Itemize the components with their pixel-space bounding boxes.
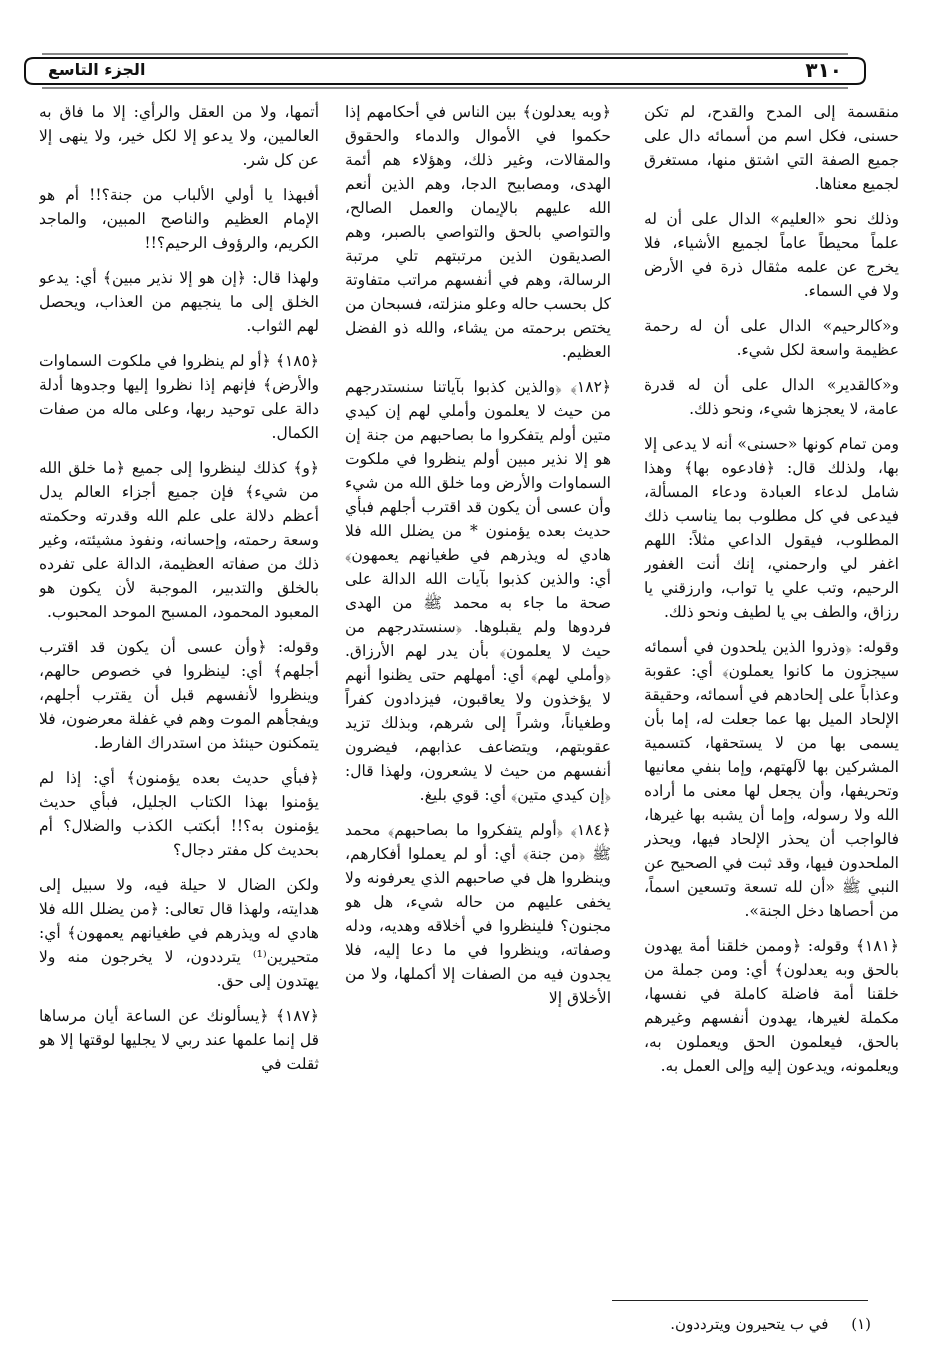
column-left	[39, 100, 319, 1295]
paragraph: ولكن الضال لا حيلة فيه، ولا سبيل إلى هدايته، ولهذا قال تعالى: ﴿من يضلل الله فلا هادي له ويذرهم في طغيانهم يعمهون﴾ أي: متحيرين⁽¹⁾ يترددون، لا يخرجون منه ولا يهتدون إلى حق.	[39, 876, 319, 990]
header-frame	[22, 52, 868, 92]
paragraph: أفبهذا يا أولي الألباب من جنة؟!! أم هو الإمام العظيم والناصح المبين، والماجد الكريم، والرؤوف الرحيم؟!!	[39, 186, 319, 252]
paragraph: ﴿١٨٥﴾ ﴿أو لم ينظروا في ملكوت السماوات والأرض﴾ فإنهم إذا نظروا إليها وجدوها أدلة دالة على توحيد ربها، وعلى ماله من صفات الكمال.	[39, 352, 319, 442]
footnote-number: (١)	[851, 1315, 871, 1333]
page-header	[22, 52, 868, 92]
page-number: ٣١٠	[805, 58, 842, 82]
paragraph: أتمها، ولا من العقل والرأي: إلا ما فاق به العالمين، ولا يدعو إلا لكل خير، ولا ينهى إلا عن كل شر.	[39, 103, 319, 169]
paragraph: وقوله: ﴿وأن عسى أن يكون قد اقترب أجلهم﴾ أي: لينظروا في خصوص حالهم، وينظروا لأنفسهم قبل أن يقترب أجلهم، ويفجأهم الموت وهم في غفلة معرضون، فلا يتمكنون حينئذ من استدراك الفارط.	[39, 638, 319, 752]
footnote-separator	[612, 1300, 868, 1301]
paragraph: ﴿١٨٤﴾ ﴿أولم يتفكروا ما بصاحبهم﴾ محمد ﷺ ﴿من جنة﴾ أي: أو لم يعملوا أفكارهم، وينظروا هل في صاحبهم الذي يعرفونه ولا يخفى عليهم من حاله شيء، هل هو مجنون؟ فلينظروا في أخلاقه وهديه، ودله وصفاته، وينظروا في ما دعا إليه، فلا يجدون فيه من الصفات إلا أكملها، ولا من الأخلاق إلا	[345, 821, 611, 1007]
paragraph: ﴿١٨١﴾ وقوله: ﴿وممن خلقنا أمة يهدون بالحق وبه يعدلون﴾ أي: ومن جملة من خلقنا أمة فاضلة كاملة في نفسها، مكملة لغيرها، يهدون أنفسهم وغيرهم بالحق، فيعلمون الحق ويعملون به، ويعلمونه، ويدعون إليه وإلى العمل به.	[644, 937, 899, 1075]
paragraph: ﴿و﴾ كذلك لينظروا إلى جميع ﴿ما خلق الله من شيء﴾ فإن جميع أجزاء العالم يدل أعظم دلالة على علم الله وقدرته وحكمته وسعة رحمته، وإحسانه، ونفوذ مشيئته، وغير ذلك من صفاته العظيمة، الدالة على تفرده بالخلق والتدبير، الموجبة لأن يكون هو المعبود المحمود، المسبح الموحد المحبوب.	[39, 459, 319, 621]
paragraph: و«كالقدير» الدال على أن له قدرة عامة، لا يعجزها شيء، ونحو ذلك.	[644, 376, 899, 418]
column-middle	[345, 100, 611, 1295]
paragraph: ﴿فبأي حديث بعده يؤمنون﴾ أي: إذا لم يؤمنوا بهذا الكتاب الجليل، فبأي حديث يؤمنون به؟!! أبكتب الكذب والضلال؟ أم بحديث كل مفتر دجال؟	[39, 769, 319, 859]
paragraph: و«كالرحيم» الدال على أن له رحمة عظيمة واسعة لكل شيء.	[644, 317, 899, 359]
part-title: الجزء التاسع	[48, 60, 146, 79]
footnote-text: في ب يتحيرون ويترددون.	[670, 1315, 829, 1333]
column-right	[644, 100, 899, 1265]
paragraph: ومن تمام كونها «حسنى» أنه لا يدعى إلا بها، ولذلك قال: ﴿فادعوه بها﴾ وهذا شامل لدعاء العبادة ودعاء المسألة، فيدعى في كل مطلوب بما يناسب ذلك المطلوب، فيقول الداعي مثلاً: اللهم اغفر لي وارحمني، إنك أنت الغفور الرحيم، وتب علي يا تواب، وارزقني يا رزاق، والطف بي يا لطيف ونحو ذلك.	[644, 435, 899, 621]
paragraph: ﴿١٨٧﴾ ﴿يسألونك عن الساعة أيان مرساها قل إنما علمها عند ربي لا يجليها لوقتها إلا هو ثقلت في	[39, 1007, 319, 1073]
paragraph: ﴿وبه يعدلون﴾ بين الناس في أحكامهم إذا حكموا في الأموال والدماء والحقوق والمقالات، وغير ذلك، وهؤلاء هم أئمة الهدى، ومصابيح الدجا، وهم الذين أنعم الله عليهم بالإيمان والعمل الصالح، والتواصي بالحق والتواصي بالصبر، وهم الصديقون الذين مرتبتهم تلي مرتبة الرسالة، وهم في أنفسهم مراتب متفاوتة كل بحسب حاله وعلو منزلته، فسبحان من يختص برحمته من يشاء، والله ذو الفضل العظيم.	[345, 103, 611, 361]
paragraph: وذلك نحو «العليم» الدال على أن له علماً محيطاً عاماً لجميع الأشياء، فلا يخرج عن علمه مثقال ذرة في الأرض ولا في السماء.	[644, 210, 899, 300]
paragraph: وقوله: ﴿وذروا الذين يلحدون في أسمائه سيجزون ما كانوا يعملون﴾ أي: عقوبة وعذاباً على إلحادهم في أسمائه، وحقيقة الإلحاد الميل بها عما جعلت له، إما بأن يسمى بها من لا يستحقها، كتسمية المشركين بها لآلهتهم، وإما بنفي معانيها وتحريفها، وأن يجعل لها معنى ما أراده الله ولا رسوله، وإما أن يشبه بها غيرها، فالواجب أن يحذر الإلحاد فيها، ويحذر الملحدون فيها، وقد ثبت في الصحيح عن النبي ﷺ «أن لله تسعة وتسعين اسماً، من أحصاها دخل الجنة».	[644, 638, 899, 920]
paragraph: ولهذا قال: ﴿إن هو إلا نذير مبين﴾ أي: يدعو الخلق إلى ما ينجيهم من العذاب، ويحصل لهم الثواب.	[39, 269, 319, 335]
paragraph: منقسمة إلى المدح والقدح، لم تكن حسنى، فكل اسم من أسمائه دال على جميع الصفة التي اشتق منها، مستغرق لجميع معناها.	[644, 103, 899, 193]
paragraph: ﴿١٨٢﴾ ﴿والذين كذبوا بآياتنا سنستدرجهم من حيث لا يعلمون وأملي لهم إن كيدي متين أولم يتفكروا ما بصاحبهم من جنة إن هو إلا نذير مبين أولم ينظروا في ملكوت السماوات والأرض وما خلق الله من شيء وأن عسى أن يكون قد اقترب أجلهم فبأي حديث بعده يؤمنون * من يضلل الله فلا هادي له ويذرهم في طغيانهم يعمهون﴾ أي: والذين كذبوا بآيات الله الدالة على صحة ما جاء به محمد ﷺ من الهدى فردوها ولم يقبلوها. ﴿سنستدرجهم من حيث لا يعلمون﴾ بأن يدر لهم الأرزاق. ﴿وأملي لهم﴾ أي: أمهلهم حتى يظنوا أنهم لا يؤخذون ولا يعاقبون، فيزدادون كفراً وطغياناً، وشراً إلى شرهم، وبذلك تزيد عقوبتهم، ويتضاعف عذابهم، فيضرون أنفسهم من حيث لا يشعرون، ولهذا قال: ﴿إن كيدي متين﴾ أي: قوي بليغ.	[345, 378, 611, 804]
footnote	[670, 1315, 871, 1333]
